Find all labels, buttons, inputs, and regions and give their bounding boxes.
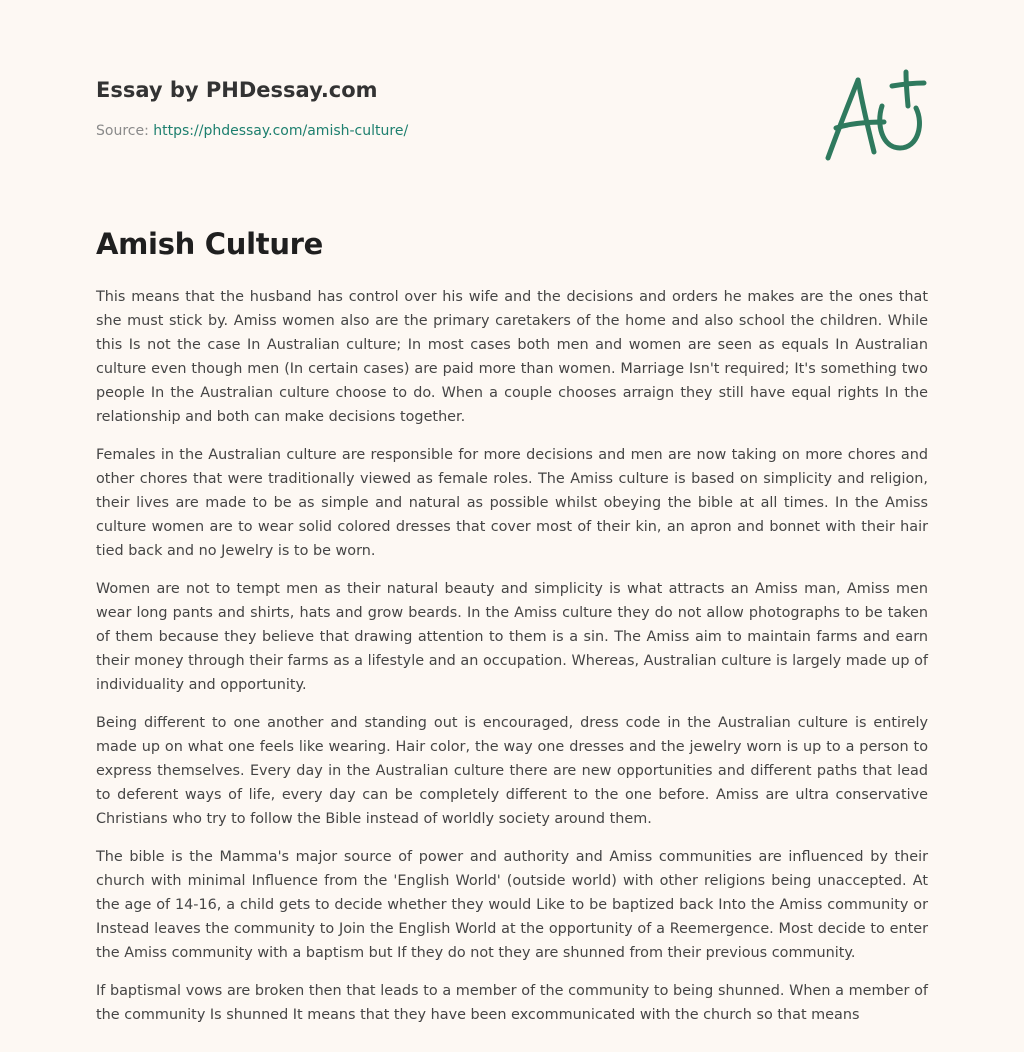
brand-title: Essay by PHDessay.com xyxy=(96,78,378,102)
source-line xyxy=(96,121,928,141)
essay-paragraph: This means that the husband has control over his wife and the decisions and orders he makes are the ones that she must stick by. Amiss women also are the primary caretakers of the home and also school the children. While this Is not the case In Australian culture; In most cases both men and women are seen as equals In Australian culture even though men (In certain cases) are paid more than women. Marriage Isn't required; It's something two people In the Australian culture choose to do. When a couple chooses arraign they still have equal rights In the relationship and both can make decisions together. xyxy=(96,289,928,425)
source-label: Source: xyxy=(96,123,154,139)
essay-paragraph: Females in the Australian culture are responsible for more decisions and men are now taking on more chores and other chores that were traditionally viewed as female roles. The Amiss culture is based on simplicity and religion, their lives are made to be as simple and natural as possible whilst obeying the bible at all times. In the Amiss culture women are to wear solid colored dresses that cover most of their kin, an apron and bonnet with their hair tied back and no Jewelry is to be worn. xyxy=(96,447,928,559)
essay-body xyxy=(96,285,928,1041)
essay-paragraph: If baptismal vows are broken then that leads to a member of the community to being shunned. When a member of the community Is shunned It means that they have been excommunicated with the church so that means xyxy=(96,983,928,1023)
essay-header xyxy=(96,76,928,141)
a-plus-grade-icon xyxy=(822,66,928,166)
essay-paragraph: The bible is the Mamma's major source of power and authority and Amiss communities are influenced by their church with minimal Influence from the 'English World' (outside world) with other religions being unaccepted. At the age of 14-16, a child gets to decide whether they would Like to be baptized back Into the Amiss community or Instead leaves the community to Join the English World at the opportunity of a Reemergence. Most decide to enter the Amiss community with a baptism but If they do not they are shunned from their previous community. xyxy=(96,849,928,961)
source-link[interactable]: https://phdessay.com/amish-culture/ xyxy=(153,123,409,139)
essay-paragraph: Being different to one another and standing out is encouraged, dress code in the Australian culture is entirely made up on what one feels like wearing. Hair color, the way one dresses and the jewelry worn is up to a person to express themselves. Every day in the Australian culture there are new opportunities and different paths that lead to deferent ways of life, every day can be completely different to the one before. Amiss are ultra conservative Christians who try to follow the Bible instead of worldly society around them. xyxy=(96,715,928,827)
essay-paragraph: Women are not to tempt men as their natural beauty and simplicity is what attracts an Amiss man, Amiss men wear long pants and shirts, hats and grow beards. In the Amiss culture they do not allow photographs to be taken of them because they believe that drawing attention to them is a sin. The Amiss aim to maintain farms and earn their money through their farms as a lifestyle and an occupation. Whereas, Australian culture is largely made up of individuality and opportunity. xyxy=(96,581,928,693)
essay-title: Amish Culture xyxy=(96,227,324,261)
